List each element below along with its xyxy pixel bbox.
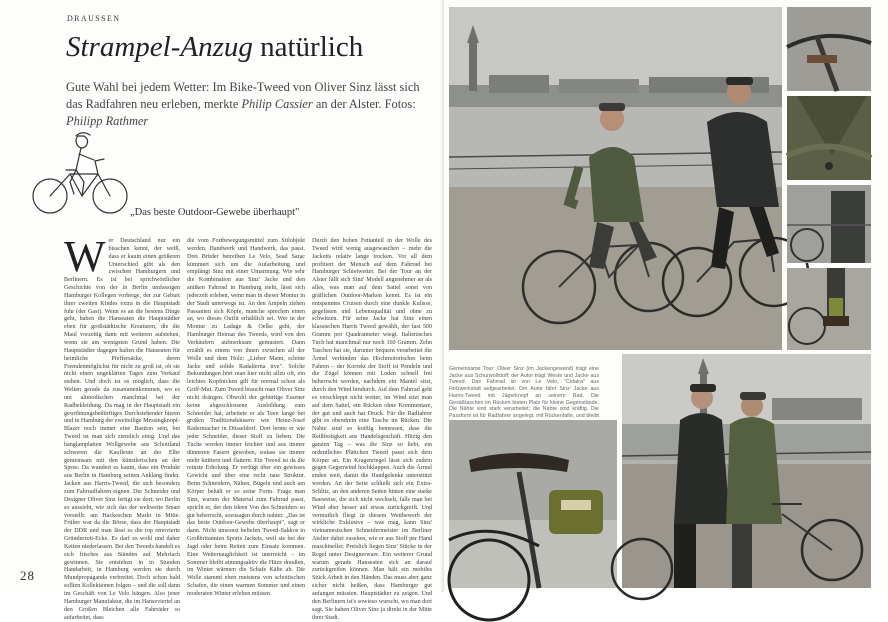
deck-photographer: Philipp Rathmer	[66, 114, 149, 128]
photo-saddle-bag	[449, 420, 617, 588]
pull-quote: „Das beste Outdoor-Gewebe überhaupt"	[130, 207, 300, 218]
article-column-3: Durch den hohen Fettanteil in der Wolle des Tweed wird wenig ausgewaschen – mehr die Jacketts relativ lange trocken. Vor all dem profitiert der Mensch auf dem Fahrrad bei Hamburger Schietwetter. Bei der Tour an der Alster fällt sich Sinz' Modell angenehmer an als alles, was man auf dem Sattel sonst von gräflichen Outdoor-Marken kennt. Es ist ein entspanntes Cruisen durch eine dunkle Kulisse, gegelisten und Lebensqualität und ohne zu schwitzen. Für seine Jacke hat Sinz einen klassischen Harris Tweed gewählt, der fast 500 Gramm pro Quadratmeter wiegt. Italienisches Tuch hat manchmal nur noch 160 Gramm. Zehn Taschen hat sie, darunter bequem verarbeitet die Ärmel verbinden das Hochmotorisches beim Fahren – der Korrekt der Stoff ist Pendeln und die Zügel können mit Loden schnell frei beherrscht werden, nachdem ein Mantel sitzt, durch den Wind hindurch. Auf dem Fahrrad geht es verschleppt nicht weiter, im Wind sitzt man auf dem Sattel, ein Rücken ohne Kommentare, der gut und auch hat Druck. Für die Radfahrer gibt es obendrein eine Tasche im Rücken. Die Nähte sind so kräftig bemessen, dass die Reißfestigkeit aus Handelsgeschäft. Hitzig den ganzen Tag – was die Sinz so liebt, ein ordentliches Plättchen Tweed passt sich dem Körper an. Ein Kragenriegel lässt sich zudem gegen Gegenwind hochklappen. Auch die Ärmel enden weit, damit die Handgelenke unterstützt werden. An der Seite schließt sich ein Extra-Schlitz, an den anderen Seiten hinten eine starke Bauweise, die sich nicht wechselt, falls man bei Wind aber besser auf etwas zurückgreift. Und vermutlich fliegt in diesem Wettbewerb der wirkliche Exklusive – was mag, kann Sinz' vietnamesischen Schneidermeister im Berliner Atelier dabei zusehen, wie er aus Stoff per Hand maschineller. Preislich liegen Sinz' Stücke in der Regel unter Designerware. Ein weiterer Grund warum gerade Hanseaten sich an darauf zurückgreifen können. Man hält ein mobiles Stück Arbeit in den Händen. Das muss aber ganz sicher nicht heißen, dass Hamburger gut anfangen müssten. Hauptstädter zu zeigen. Und den Berlinern ist's sowieso wurscht, wo man dort sagt. Sie haben Oliver Sinz ja direkt in der Mitte ihrer Stadt.	[312, 238, 432, 621]
drop-cap: W	[64, 232, 106, 281]
photo-collar	[787, 96, 871, 180]
article-column-2: die vom Fortbewegungsmittel zum Stilobjekt werden. Handwerk und Handwerk, das passt. Drei Brüder betreiben Le Velo, Sead Sarac kümmert sich um die Aufarbeitung und empfängt Sinz mit einer Umarmung. Wie sehr die Kombination aus Sinz' Jacke und den antiken Fahrrad in Hamburg sieht, lässt sich jederzeit erleben, wenn man in dieser Montur in der Stadt unterwegs ist. An den Ampeln ziehen Passanten sich Köpfe, manche sprechen einen an, wo dieses Outfit erhältlich sei. Wer in der Montur zu Ladage & Oelke geht, der Hamburger Heimat des Tweeds, wird von den Verkäufern aufmerksam gemustert. Dann erzählt es einem von ihnen zwischen all der Wolle und dem Holz: „Lieber Mann, schöne Jacke und solide Radalterna tive". Solche Bekundungen hört man hier nicht allzu oft, ein leichtes Kopfnicken gilt für normal schon als Griff-Mut. Zum Tweed braucht man Oliver Sinz nicht drängen. Obwohl der gebürtige Essener keine abgeschlossene Ausbildung zum Schneider hat, arbeitete er als Teen lange bei großen Traditionshäusern wie Heinz-Josef Radermacher in Düsseldorf. Dort lernte er wie jeder Schneider, dieser Stoff zu lieben. Die Tuche werden immer leichter und aus immer dünneren Fasern gewoben, sodass sie immer mehr knittern und flattern. Ein Tweed ist da die reinste Erholung. Er verfügt über ein gewisses Gewicht und über eine recht raue Struktur. Beim Schneidern, Nähen, Bügeln und auch am Körper behält er so seine Form. Frage man Sinz, warum der Material zum Fahrrad passt, spricht er, der den Ideen Von des Schneiders so gut beherrscht, sozusagen durch nahtet: „Das ist das beste Outdoor-Gewebe überhaupt", sagt er dann. Nicht umsonst beliefen Tweed-Sakkos in Großbritannien Sports Jackets, weil sie bei der Jagd oder beim Reiten zum Einsatz kommen. Eine Wettertauglichkeit ist unerreicht – im Sommer bleibt atmungsaktiv die Hitze draußen, im Winter wärmen die Schafe Kälte ab. Die Wolle stammt eben meistens von schottischen Schafen, die einen warmen Sommer und einen moderaten Winter erleben müssen.	[187, 238, 305, 597]
section-label: DRAUSSEN	[67, 14, 121, 23]
headline-italic: Strampel-Anzug	[66, 31, 253, 63]
photo-walking-bikes	[622, 354, 871, 588]
photo-caption: Gemeinsame Tour: Oliver Sinz (im Jackengewand) trägt eine Jacke aus Schurwollstoff; der Autor trägt Weste und Jacke aus Tweed. Das Fahrrad ist von Le Velo, "Cidatra" aus Holzwerkstatt aufgearbeitet. Der Autor fährt Sinz' Jacke aus Harris-Tweed mit Jägerknopf an seinem Rad. Die Gesäßtaschen im Rücken bieten Platz für kleine Gegenstände. Die Nähte sind stark verarbeitet; die Nähte sind kräftig. Die Passform ist für Radfahrer angelegt, mit Rückenfalte, und bleibt	[449, 366, 599, 419]
main-photo	[449, 7, 782, 350]
deck-text: Gute Wahl bei jedem Wetter: Im Bike-Tweed von Oliver Sinz lässt sich das Radfahren neu erleben, merkte	[66, 80, 420, 111]
left-page	[0, 0, 444, 621]
headline	[66, 33, 363, 62]
deck-author: Philip Cassier	[241, 97, 313, 111]
photo-legs	[787, 268, 871, 350]
headline-rest: natürlich	[260, 31, 364, 63]
photo-rider-back	[787, 185, 871, 263]
deck-mid: an der Alster. Fotos:	[312, 97, 416, 111]
page-number: 28	[20, 568, 35, 583]
photo-handlebar	[787, 7, 871, 91]
article-column-1	[64, 232, 180, 621]
column-1-text: er Deutschland nur ein bisschen kennt, der weiß, dass er kaum einen größeren Unterschied gibt als den zwischen Hamburgern und Berlinern. Es ist bei sprichwörtlicher Geschichte von der in Berlin umfassigen Hamburger Kollegen vorbeige, der zur Geburt ihrer zweiten Kindes extra in die Hauptstadt fuhr (der Gast). Wenn es an die bestens Dinge geht, haben die Hanseaten die Hauptstädter eben für großstädtische Kreaturen, die die Maul vorzeitig dann mit weiteren aufstehen, wenn sie am wenigsten Grund haben. Die Hauptstädter dagegen halten die Hanseaten für heimliche Pfeffersäcke, deren Fremdenmöglichst für nicht zu groß ist, ob sie nicht einen ungeklärten Tages zum Verkauf stehen. Und doch ist es möglich, dass die Welten gerade da zusammenkommen, wo es um altmodischen manchmal bei der Radbekleidung. Da mag in der Hauptstadt ein gewöhnungsbedürftiges Durchstehender bieren und in Hamburg der zweiteilige Messingknopf-Blazer noch immer eine Bastion sein, bei Tweed ist man sich ziemlich einig. Und das hanglamplatten Wollgewebe aus Schottland schweren die Kaufleute an der Elbe gemeinsam mit den künstlerischen an der Spree. Da wundert es kaum, dass ein Produkt aus Berlin in Hamburg seinen Anklang findet. Jacken aus Harris-Tweed, die sich besonders zum Fahrradfahren eignen. Der Schneider und Designer Oliver Sinz fertigt sie dort; wo Berlin so aussieht, wie sich das der weltweite Smart vorstellt: am Hackeschen Markt in Mitte. Früher war da die Börse, dass der Hauptstadt der DDR und man lässt es die top renovierte Gründerzeit-Ecke. Es darf es wohl und daher Ketten niederlassen. Bei den Tweeds handelt es sich frisches aus Ständen auf Mehrfach gewinnen. Sie entstehen in in Stunden Handarbeit, in Hamburg werden sie durch Mundpropaganda verbreitet. Doch schon bald sollten Kollektionen folgen – und die soll dann im Geschäft von Le Velo hängen. Also jener Hamburger Manufaktur, die im Hanseviertel an den Großen Bleichen alle Fahrräder so aufarbeitet, dass	[64, 238, 180, 621]
cyclist-sketch-icon	[28, 116, 132, 220]
